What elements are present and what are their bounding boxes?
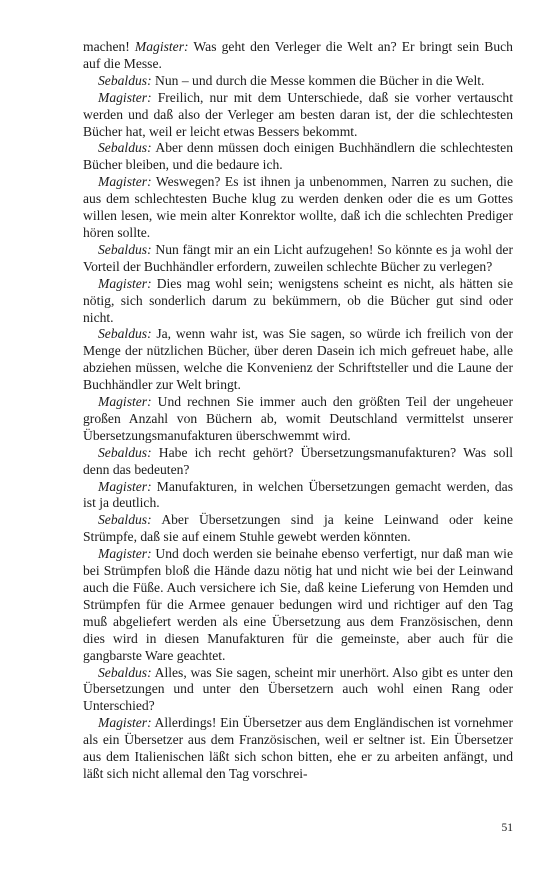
dialogue-paragraph bbox=[83, 394, 513, 445]
speaker-name: Sebaldus: bbox=[98, 140, 152, 156]
dialogue-paragraph bbox=[83, 242, 513, 276]
page-number: 51 bbox=[501, 822, 513, 834]
dialogue-paragraph bbox=[83, 715, 513, 783]
dialogue-paragraph bbox=[83, 140, 513, 174]
paragraph-text: machen! bbox=[83, 39, 135, 54]
paragraph-text: Freilich, nur mit dem Unterschiede, daß sie vorher vertauscht werden und daß also der Verleger am besten daran ist, der die schlechtesten Bücher hat, weil er leicht etwas Bessers bekommt. bbox=[83, 89, 513, 139]
paragraph-text: Manufakturen, in welchen Übersetzungen gemacht werden, das ist ja deutlich. bbox=[83, 478, 513, 511]
speaker-name: Sebaldus: bbox=[98, 72, 152, 88]
paragraph-text: Aber Übersetzungen sind ja keine Leinwand oder keine Strümpfe, daß sie auf einem Stuhle gewebt werden könnten. bbox=[83, 512, 513, 545]
speaker-name: Sebaldus: bbox=[98, 664, 152, 680]
dialogue-paragraph bbox=[83, 73, 513, 90]
paragraph-text: Allerdings! Ein Übersetzer aus dem Engländischen ist vornehmer als ein Übersetzer aus dem Französischen, weil er seltner ist. Ein Übersetzer aus dem Italienischen läßt sich schon bitten, ehe er zu arbeiten anfängt, und läßt sich nicht allemal den Tag vorschrei- bbox=[83, 715, 513, 781]
paragraph-text: Was geht den Verleger die Welt an? Er bringt sein Buch auf die Messe. bbox=[83, 39, 513, 71]
dialogue-paragraph bbox=[83, 445, 513, 479]
speaker-name: Magister: bbox=[98, 478, 152, 494]
paragraph-text: Und doch werden sie beinahe ebenso verfertigt, nur daß man wie bei Strümpfen bloß die Hände dazu nötig hat und nicht wie bei der Leinwand auch die Füße. Auch versichere ich Sie, daß keine Lieferung von Hemden und Strümpfen für die Armee genauer bedungen wird und richtiger auf den Tag muß abgeliefert werden als eine Übersetzung aus dem Französischen, denn dies wird in diesen Manufakturen für die gemeinste, aber auch für die gangbarste Ware geachtet. bbox=[83, 546, 513, 663]
speaker-name: Magister: bbox=[98, 394, 152, 410]
dialogue-paragraph bbox=[83, 665, 513, 716]
speaker-name: Magister: bbox=[98, 715, 152, 731]
paragraph-text: Ja, wenn wahr ist, was Sie sagen, so würde ich freilich von der Menge der nützlichen Bücher, über deren Dasein ich mich gefreuet habe, alle abziehen müssen, welche die Konvenienz der Schriftsteller und die Laune der Buchhändler zur Welt bringt. bbox=[83, 326, 513, 393]
speaker-name: Sebaldus: bbox=[98, 444, 152, 460]
paragraph-text: Aber denn müssen doch einigen Buchhändlern die schlechtesten Bücher bleiben, und die bedaure ich. bbox=[83, 140, 513, 173]
paragraph-text: Habe ich recht gehört? Übersetzungsmanufakturen? Was soll denn das bedeuten? bbox=[83, 444, 513, 477]
dialogue-paragraph bbox=[83, 174, 513, 242]
dialogue-paragraph bbox=[83, 326, 513, 394]
paragraph-text: Nun – und durch die Messe kommen die Bücher in die Welt. bbox=[151, 72, 485, 88]
speaker-name: Sebaldus: bbox=[98, 512, 152, 528]
paragraph-text: Alles, was Sie sagen, scheint mir unerhört. Also gibt es unter den Übersetzungen und unter den Übersetzern auch wohl einen Rang oder Unterschied? bbox=[83, 664, 513, 714]
speaker-name: Magister: bbox=[98, 546, 152, 562]
dialogue-paragraph bbox=[83, 546, 513, 664]
paragraph-text: Weswegen? Es ist ihnen ja unbenommen, Narren zu suchen, die aus dem schlechtesten Buche klug zu werden denken oder die es um Gottes willen lesen, wie mein alter Konrektor wollte, daß ich die schlechten Prediger hören sollte. bbox=[83, 174, 513, 240]
body-text bbox=[83, 39, 513, 783]
dialogue-paragraph bbox=[83, 90, 513, 141]
speaker-name: Magister: bbox=[98, 174, 152, 190]
speaker-name: Magister: bbox=[98, 89, 152, 105]
dialogue-paragraph bbox=[83, 276, 513, 327]
paragraph-text: Dies mag wohl sein; wenigstens scheint es nicht, als hätten sie nötig, sich sonderlich darum zu bekümmern, ob die Bücher gut sind oder nicht. bbox=[83, 275, 513, 325]
speaker-name: Magister: bbox=[134, 39, 189, 54]
speaker-name: Sebaldus: bbox=[98, 241, 152, 257]
speaker-name: Sebaldus: bbox=[98, 326, 152, 342]
dialogue-paragraph bbox=[83, 512, 513, 546]
dialogue-paragraph bbox=[83, 39, 513, 73]
dialogue-paragraph bbox=[83, 479, 513, 513]
paragraph-text: Und rechnen Sie immer auch den größten Teil der ungeheuer großen Anzahl von Büchern ab, womit Deutschland vermittelst unserer Übersetzungsmanufakturen überschwemmt wird. bbox=[83, 394, 513, 443]
speaker-name: Magister: bbox=[98, 275, 152, 291]
paragraph-text: Nun fängt mir an ein Licht aufzugehen! So könnte es ja wohl der Vorteil der Buchhändler erfordern, zuweilen schlechte Bücher zu verlegen? bbox=[83, 241, 513, 274]
